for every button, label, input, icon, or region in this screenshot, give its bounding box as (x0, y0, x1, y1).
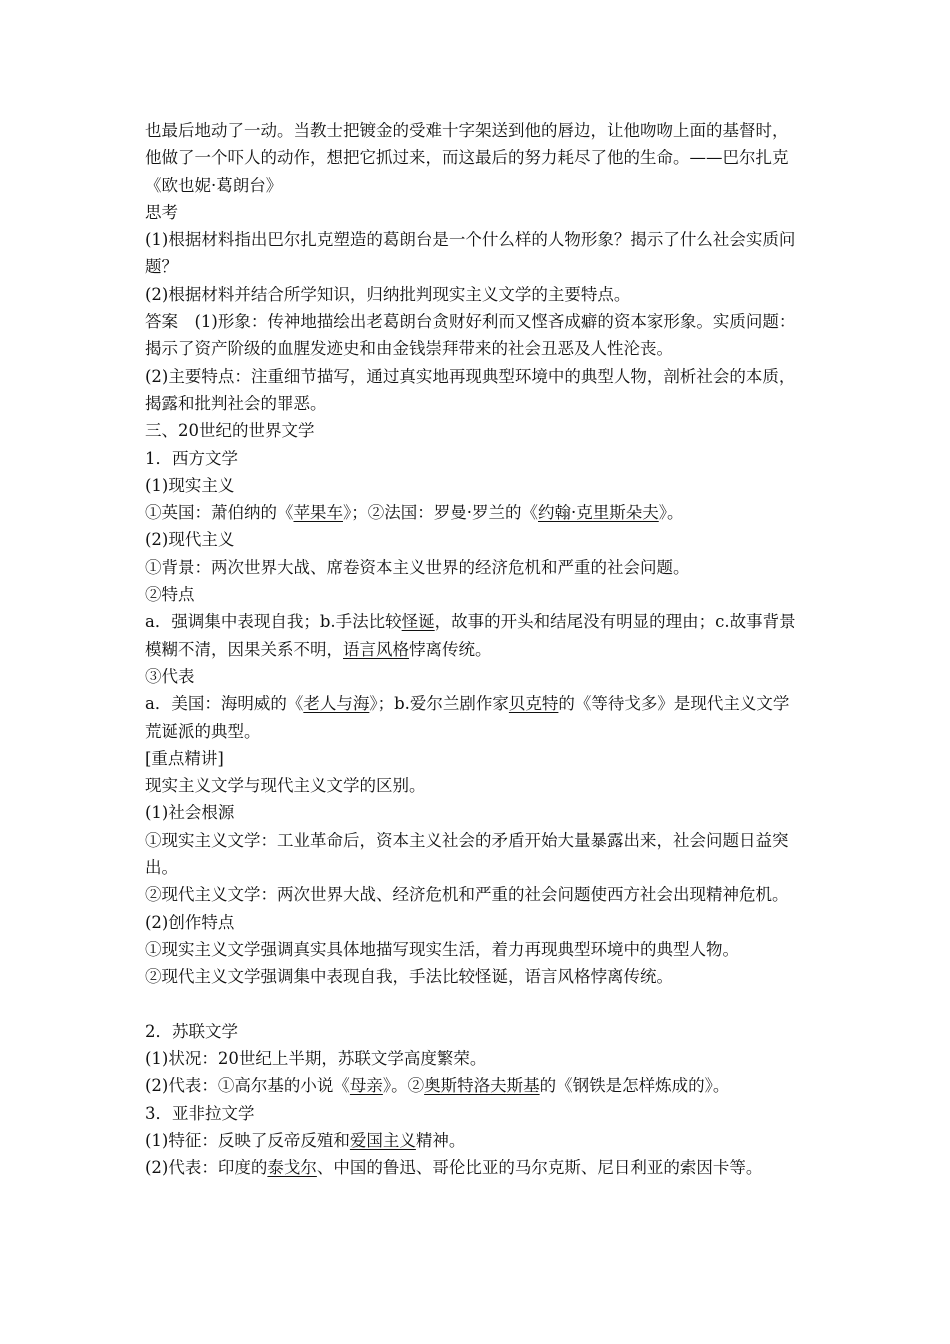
underlined-term: 约翰·克里斯朵夫 (538, 503, 659, 523)
text-line (145, 827, 820, 854)
text-segment: ①现实主义文学强调真实具体地描写现实生活，着力再现典型环境中的典型人物。 (145, 939, 739, 959)
underlined-term: 爱国主义 (349, 1130, 416, 1150)
text-line (145, 144, 820, 171)
text-line (145, 253, 820, 280)
text-line (145, 1100, 820, 1127)
text-segment: (1)社会根源 (145, 803, 235, 823)
text-line (145, 117, 820, 144)
text-segment: ，故事的开头和结尾没有明显的理由；c.故事背景 (434, 612, 796, 632)
text-line (145, 472, 820, 499)
text-segment: 的《等待戈多》是现代主义文学 (558, 694, 790, 714)
text-line (145, 1127, 820, 1154)
text-line (145, 854, 820, 881)
text-segment: ②现代主义文学强调集中表现自我，手法比较怪诞，语言风格悖离传统。 (145, 967, 673, 987)
text-line (145, 1045, 820, 1072)
text-segment: 揭示了资产阶级的血腥发迹史和由金钱崇拜带来的社会丑恶及人性沦丧。 (145, 339, 673, 359)
underlined-term: 老人与海 (303, 694, 370, 714)
text-line (145, 608, 820, 635)
underlined-term: 母亲 (349, 1076, 383, 1096)
text-line (145, 799, 820, 826)
text-segment: 题？ (145, 257, 178, 277)
text-line (145, 417, 820, 444)
text-line (145, 963, 820, 990)
text-segment: 他做了一个吓人的动作，想把它抓过来，而这最后的努力耗尽了他的生命。——巴尔扎克 (145, 148, 789, 168)
text-line (145, 881, 820, 908)
text-segment: (2)代表：①高尔基的小说《 (145, 1076, 350, 1096)
text-segment: (1)根据材料指出巴尔扎克塑造的葛朗台是一个什么样的人物形象？揭示了什么社会实质问 (145, 230, 796, 250)
text-segment: 三、20世纪的世界文学 (145, 421, 315, 441)
text-segment: ②现代主义文学：两次世界大战、经济危机和严重的社会问题使西方社会出现精神危机。 (145, 885, 789, 905)
text-line (145, 526, 820, 553)
text-line (145, 172, 820, 199)
text-line (145, 718, 820, 745)
text-segment: 也最后地动了一动。当教士把镀金的受难十字架送到他的唇边，让他吻吻上面的基督时， (145, 121, 789, 140)
text-segment: ②特点 (145, 585, 195, 605)
text-line (145, 745, 820, 772)
text-segment: (2)代表：印度的 (145, 1158, 268, 1178)
text-segment: 悖离传统。 (409, 639, 492, 659)
text-segment: 现实主义文学与现代主义文学的区别。 (145, 776, 426, 796)
text-line (145, 690, 820, 717)
text-line (145, 1018, 820, 1045)
text-line (145, 199, 820, 226)
text-segment: (1)现实主义 (145, 475, 235, 495)
text-segment: 思考 (145, 202, 178, 222)
text-segment: 答案 (1)形象：传神地描绘出老葛朗台贪财好利而又悭吝成癖的资本家形象。实质问题： (145, 312, 796, 332)
text-segment: 2．苏联文学 (145, 1021, 238, 1041)
text-line (145, 445, 820, 472)
text-line (145, 226, 820, 253)
text-segment: ①现实主义文学：工业革命后，资本主义社会的矛盾开始大量暴露出来，社会问题日益突 (145, 830, 789, 850)
text-segment: 精神。 (415, 1130, 466, 1150)
text-segment: a．美国：海明威的《 (145, 694, 304, 714)
text-segment: [重点精讲] (145, 748, 224, 768)
text-segment: ③代表 (145, 666, 195, 686)
text-segment: (2)主要特点：注重细节描写，通过真实地再现典型环境中的典型人物，剖析社会的本质， (145, 366, 796, 386)
underlined-term: 苹果车 (293, 503, 343, 523)
text-line (145, 499, 820, 526)
text-line (145, 663, 820, 690)
underlined-term: 怪诞 (401, 612, 435, 632)
text-segment: a．强调集中表现自我；b.手法比较 (145, 612, 402, 632)
text-segment: 的《钢铁是怎样炼成的》。 (539, 1076, 730, 1096)
text-segment: 模糊不清，因果关系不明， (145, 639, 343, 659)
text-segment: ①英国：萧伯纳的《 (145, 503, 294, 523)
text-segment: (1)状况：20世纪上半期，苏联文学高度繁荣。 (145, 1049, 487, 1069)
underlined-term: 贝克特 (508, 694, 559, 714)
text-segment: 荒诞派的典型。 (145, 721, 261, 741)
text-segment: 》；b.爱尔兰剧作家 (369, 694, 509, 714)
underlined-term: 泰戈尔 (267, 1158, 317, 1178)
text-line (145, 335, 820, 362)
text-segment: 出。 (145, 858, 178, 878)
text-line (145, 909, 820, 936)
text-line (145, 363, 820, 390)
underlined-term: 语言风格 (343, 639, 409, 659)
text-segment: 1．西方文学 (145, 448, 238, 468)
text-segment: (2)根据材料并结合所学知识，归纳批判现实主义文学的主要特点。 (145, 284, 631, 304)
text-segment: (2)创作特点 (145, 912, 235, 932)
text-line (145, 936, 820, 963)
text-line (145, 772, 820, 799)
text-segment: ①背景：两次世界大战、席卷资本主义世界的经济危机和严重的社会问题。 (145, 557, 690, 577)
text-line (145, 1154, 820, 1181)
text-line (145, 636, 820, 663)
document-body (145, 117, 820, 1182)
text-line (145, 581, 820, 608)
blank-line (145, 991, 820, 1018)
text-line (145, 554, 820, 581)
text-segment: (2)现代主义 (145, 530, 235, 550)
text-line (145, 308, 820, 335)
text-segment: 》。② (382, 1076, 425, 1096)
text-segment: 3．亚非拉文学 (145, 1103, 255, 1123)
text-segment: 揭露和批判社会的罪恶。 (145, 393, 327, 413)
text-line (145, 281, 820, 308)
text-line (145, 1072, 820, 1099)
text-segment: 》；②法国：罗曼·罗兰的《 (343, 503, 538, 523)
text-segment: 》。 (658, 503, 684, 523)
text-segment: (1)特征：反映了反帝反殖和 (145, 1130, 350, 1150)
text-line (145, 390, 820, 417)
text-segment: 《欧也妮·葛朗台》 (145, 175, 283, 195)
text-segment: 、中国的鲁迅、哥伦比亚的马尔克斯、尼日利亚的索因卡等。 (316, 1158, 763, 1178)
underlined-term: 奥斯特洛夫斯基 (424, 1076, 540, 1096)
